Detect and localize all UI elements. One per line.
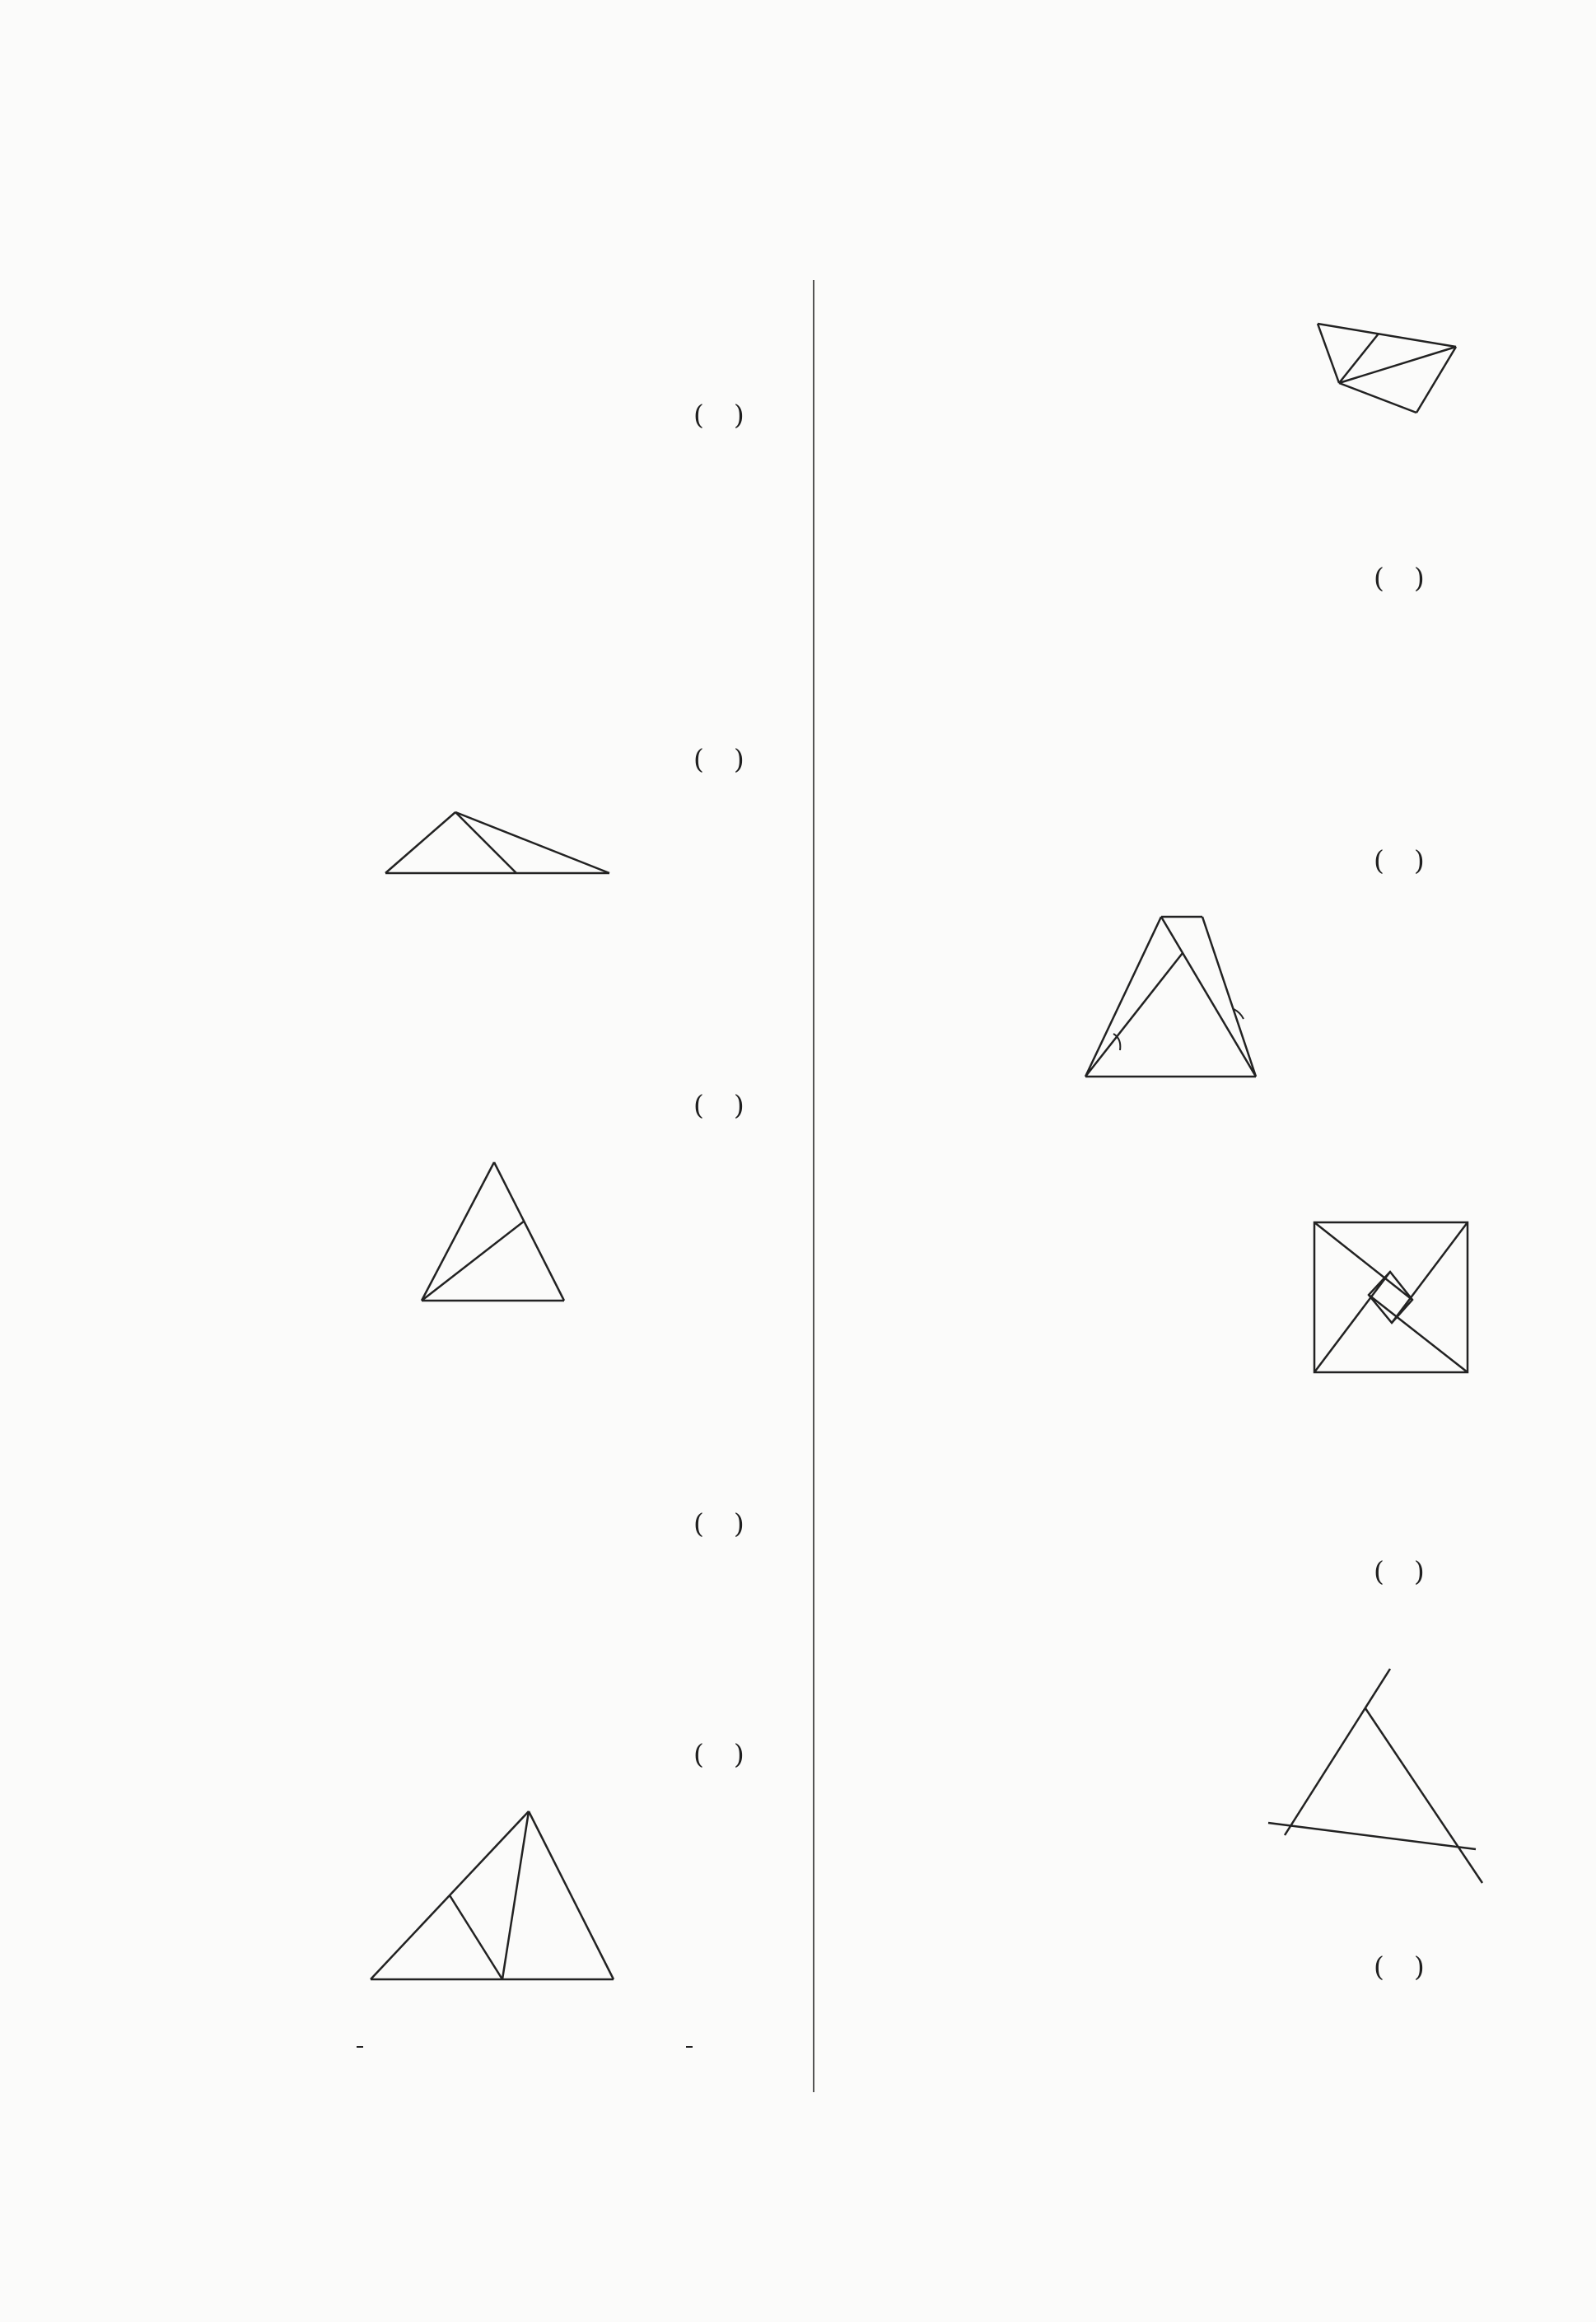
q2-answer: ( ) [693,743,744,775]
q7-options [863,1160,1192,1192]
q9-road-line [1365,1708,1482,1883]
q2-figure [362,791,626,906]
q8-triangle-edge [1369,1295,1468,1372]
q3-line-bd [422,1221,525,1301]
q5-options [183,2026,693,2061]
q3-options [183,1334,677,1367]
q3-figure [395,1141,601,1318]
q7-line-ab [1085,917,1161,1077]
q3-line-ac [494,1162,564,1301]
q4-answer-value [704,1507,734,1539]
q8-inner-square [1369,1272,1412,1323]
q3-answer-value [704,1089,734,1121]
q6-answer-value [1384,562,1414,594]
q5-fraction-b [357,2046,363,2048]
q8-options [863,1610,1355,1642]
column-divider [813,280,814,2092]
q8-triangle-edge [1314,1272,1390,1372]
q7-options [863,1102,1192,1134]
q3-line-ab [422,1162,494,1301]
q5-line-ac [529,1811,614,1979]
q1-answer: ( ) [693,399,744,431]
q5-answer: ( ) [693,1738,744,1770]
q8-outer-square [1314,1222,1468,1372]
q7-angle-1-arc [1113,1034,1120,1050]
q6-line-ad [1318,324,1456,347]
q5-option-b [348,2029,512,2061]
q6-line-ab [1318,324,1339,383]
q7-line-ac [1161,917,1256,1077]
q8-answer: ( ) [1374,1555,1425,1587]
q1-answer-value [704,399,734,431]
q7-line-be [1085,953,1183,1077]
q5-fraction-d [686,2046,693,2048]
q4-options [183,1569,677,1601]
q9-road-line [1285,1669,1390,1835]
q9-answer: ( ) [1374,1951,1425,1983]
q8-triangle-edge [1314,1222,1412,1300]
q2-line-cb [455,812,609,873]
q7-answer-value [1384,844,1414,876]
q7-figure [1054,894,1293,1091]
q6-options [867,616,1359,648]
q9-answer-value [1384,1951,1414,1983]
q8-answer-value [1384,1555,1414,1587]
q6-figure [1293,301,1491,432]
q2-line-ac [385,812,455,873]
q8-triangle-edge [1392,1222,1468,1323]
q5-answer-value [704,1738,734,1770]
q6-line-bc [1339,383,1416,413]
q2-options [183,917,677,949]
q6-line-be [1339,334,1379,383]
q2-line-cd [455,812,516,873]
q8-figure-zhao-shuang [1309,1217,1474,1379]
q2-answer-value [704,743,734,775]
q6-answer: ( ) [1374,562,1425,594]
q5-figure [346,1792,642,2006]
q7-answer: ( ) [1374,844,1425,876]
q4-answer: ( ) [693,1507,744,1539]
q5-option-d [677,2029,693,2061]
q7-line-dc [1202,917,1256,1077]
q5-line-ed [450,1895,502,1979]
q3-answer: ( ) [693,1089,744,1121]
q9-figure-roads [1252,1664,1491,1886]
